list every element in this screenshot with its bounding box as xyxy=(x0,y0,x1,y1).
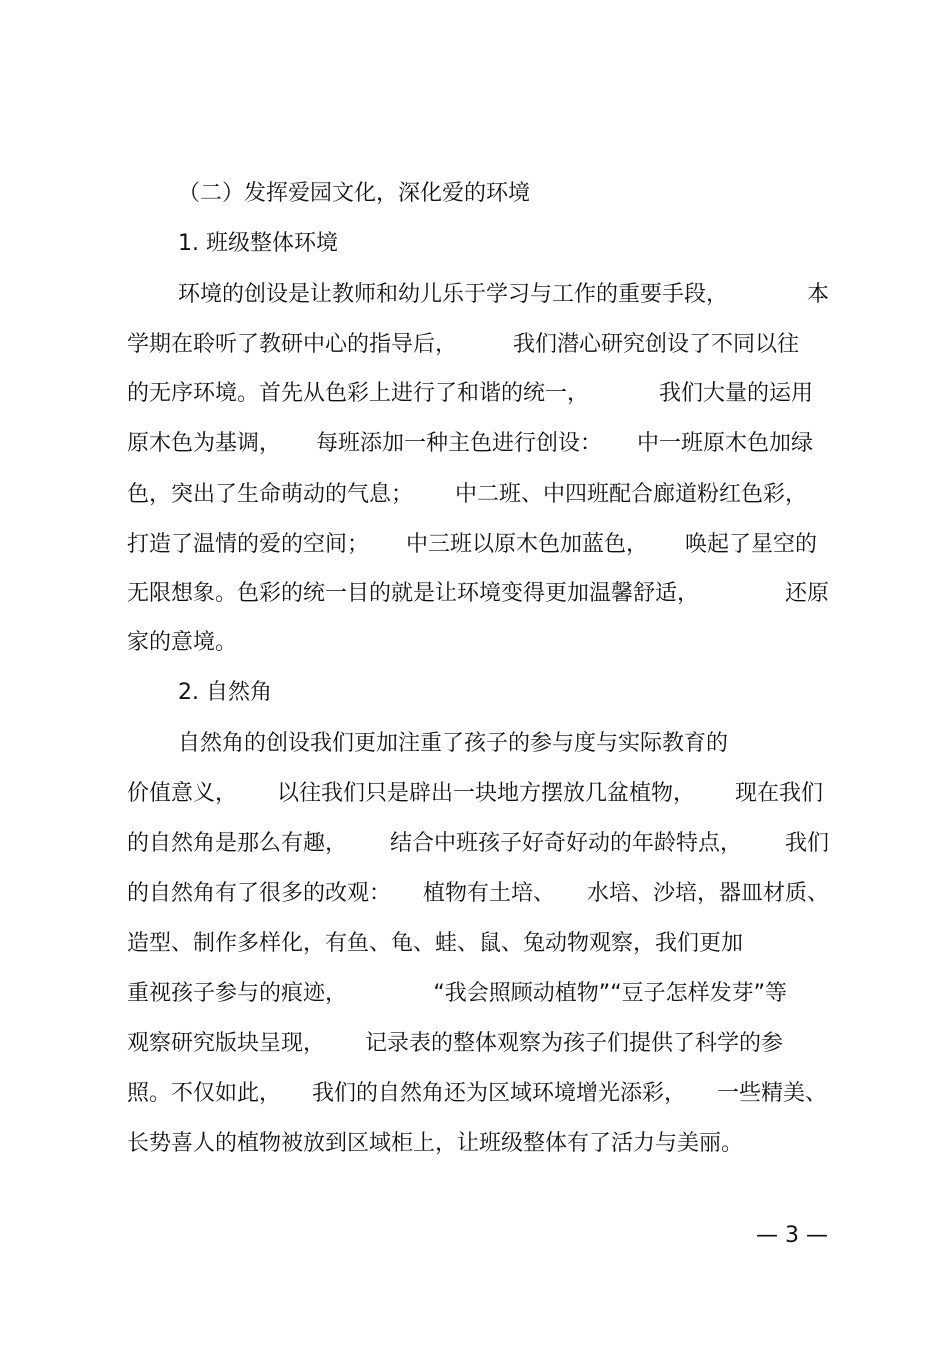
text-segment: 中二班、中四班配合廊道粉红色彩， xyxy=(454,482,807,507)
text-segment: 我们潜心研究创设了不同以往 xyxy=(512,332,799,357)
text-segment: 无限想象。色彩的统一目的就是让环境变得更加温馨舒适， xyxy=(127,581,700,606)
text-segment: 的无序环境。首先从色彩上进行了和谐的统一， xyxy=(127,381,590,406)
page-number: — 3 — xyxy=(756,1223,828,1248)
text-segment: “我会照顾动植物”“豆子怎样发芽”等 xyxy=(433,981,787,1006)
text-line xyxy=(127,481,807,509)
text-segment: 造型、制作多样化，有鱼、龟、蛙、鼠、兔动物观察，我们更加 xyxy=(127,931,744,956)
subheading-class-environment: 1. 班级整体环境 xyxy=(178,231,338,256)
text-line xyxy=(127,1130,829,1158)
text-line xyxy=(127,1030,783,1058)
text-segment: 中一班原木色加绿 xyxy=(636,431,813,456)
text-segment: 我们大量的运用 xyxy=(658,381,813,406)
text-segment: 结合中班孩子好奇好动的年龄特点， xyxy=(389,831,742,856)
text-segment: 色，突出了生命萌动的气息； xyxy=(127,482,414,507)
subheading-nature-corner: 2. 自然角 xyxy=(178,680,272,705)
text-segment: 记录表的整体观察为孩子们提供了科学的参 xyxy=(364,1031,783,1056)
text-segment: 唤起了星空的 xyxy=(684,532,817,557)
text-segment: 学期在聆听了教研中心的指导后， xyxy=(127,332,458,357)
text-segment: 中三班以原木色加蓝色， xyxy=(405,532,648,557)
text-segment: 自然角的创设我们更加注重了孩子的参与度与实际教育的 xyxy=(178,731,729,756)
text-segment: 还原 xyxy=(784,581,829,606)
text-segment: 我们 xyxy=(784,831,829,856)
text-segment: 的自然角是那么有趣， xyxy=(127,831,348,856)
text-line xyxy=(127,1080,827,1108)
text-segment: 水培、沙培，器皿材质、 xyxy=(586,881,829,906)
text-segment: 长势喜人的植物被放到区域柜上，让班级整体有了活力与美丽。 xyxy=(127,1131,744,1156)
text-segment: 观察研究版块呈现， xyxy=(127,1031,326,1056)
text-segment: 的自然角有了很多的改观： xyxy=(127,881,392,906)
text-segment: 价值意义， xyxy=(127,781,238,806)
text-line xyxy=(127,331,799,359)
text-segment: 环境的创设是让教师和幼儿乐于学习与工作的重要手段， xyxy=(178,282,729,307)
text-line xyxy=(127,930,829,958)
text-line xyxy=(178,281,829,309)
text-segment: 重视孩子参与的痕迹， xyxy=(127,981,348,1006)
section-heading: （二）发挥爱园文化，深化爱的环境 xyxy=(178,181,531,206)
text-segment: 打造了温情的爱的空间； xyxy=(127,532,370,557)
text-segment: 一些精美、 xyxy=(716,1081,827,1106)
text-line xyxy=(127,380,813,408)
text-line xyxy=(127,980,787,1008)
text-segment: 现在我们 xyxy=(734,781,823,806)
text-line xyxy=(127,430,813,458)
text-line xyxy=(127,830,829,858)
text-line xyxy=(127,780,823,808)
text-line xyxy=(127,629,829,657)
text-segment: 每班添加一种主色进行创设： xyxy=(315,431,602,456)
text-line xyxy=(127,580,829,608)
text-segment: 本 xyxy=(806,282,829,307)
text-segment: 以往我们只是辟出一块地方摆放几盆植物， xyxy=(276,781,695,806)
text-segment: 家的意境。 xyxy=(127,630,238,655)
text-line xyxy=(127,880,829,908)
text-segment: 我们的自然角还为区域环境增光添彩， xyxy=(311,1081,686,1106)
text-line xyxy=(178,730,728,758)
text-segment: 原木色为基调， xyxy=(127,431,282,456)
text-segment: 照。不仅如此， xyxy=(127,1081,282,1106)
text-line xyxy=(127,531,817,559)
text-segment: 植物有土培、 xyxy=(422,881,555,906)
